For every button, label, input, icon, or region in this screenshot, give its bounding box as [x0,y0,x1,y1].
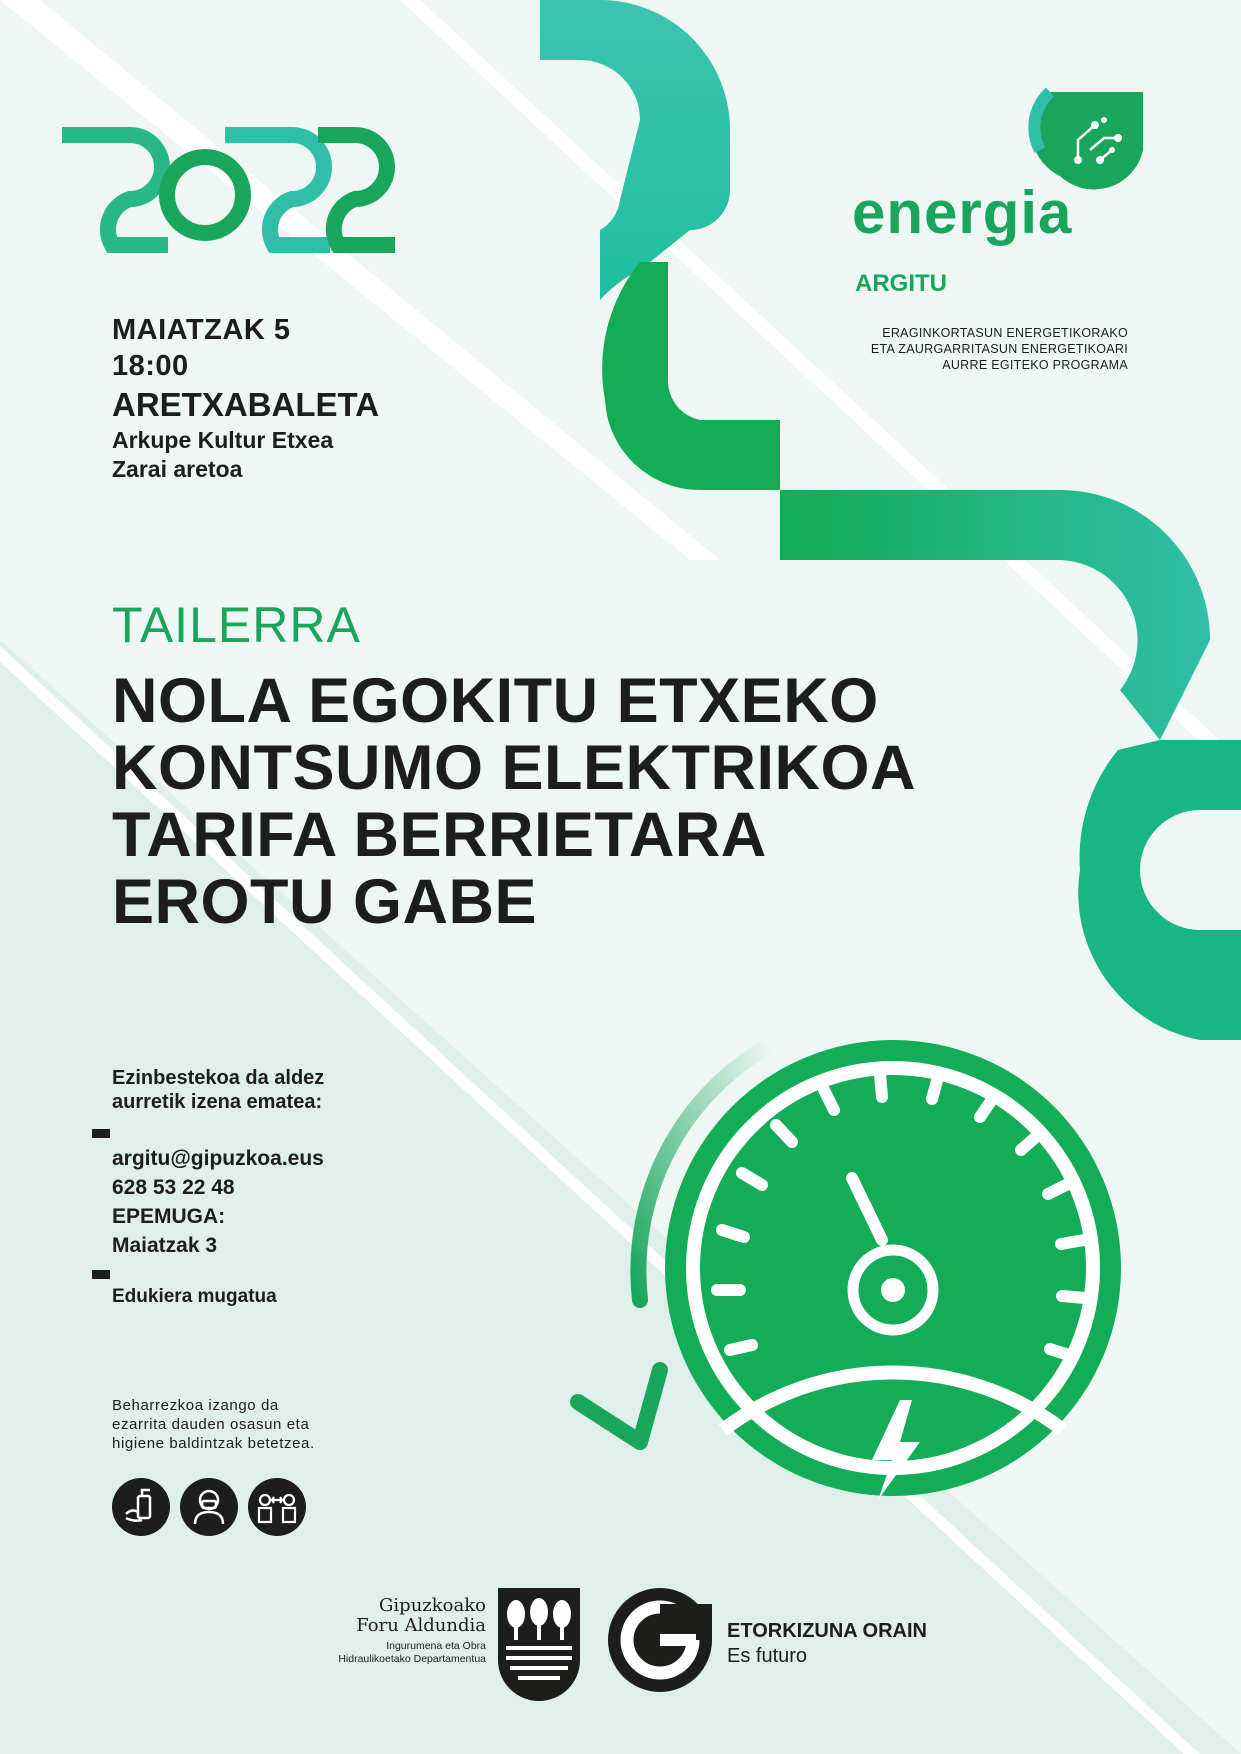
health-notice-line: higiene baldintzak betetzea. [112,1435,315,1452]
health-notice [112,1396,372,1453]
program-description-line: AURRE EGITEKO PROGRAMA [942,358,1128,372]
deadline-date: Maiatzak 3 [112,1234,218,1257]
gipuzkoa-shield-icon [498,1588,580,1701]
hand-sanitizer-icon [112,1478,170,1536]
event-venue: Arkupe Kultur Etxea [112,427,334,453]
program-description-line: ERAGINKORTASUN ENERGETIKORAKO [882,326,1128,340]
gfa-department [300,1640,486,1666]
program-description [800,325,1128,373]
event-room: Zarai aretoa [112,456,243,482]
workshop-title [112,668,1012,936]
registration-contact [112,1144,324,1260]
event-details [112,312,379,484]
registration-intro-line: Ezinbestekoa da aldez [112,1067,325,1089]
capacity-note: Edukiera mugatua [112,1286,277,1307]
gfa-department-line: Hidraulikoetako Departamentua [338,1653,486,1665]
workshop-title-line: TARIFA BERRIETARA [112,800,767,870]
social-distance-icon [248,1478,306,1536]
health-notice-line: ezarrita dauden osasun eta [112,1416,310,1433]
program-description-line: ETA ZAURGARRITASUN ENERGETIKOARI [870,342,1128,356]
gfa-name-line: Foru Aldundia [356,1615,486,1636]
gfa-name-line: Gipuzkoako [379,1595,486,1616]
brand-name: energia [852,179,1073,246]
registration-intro [112,1066,432,1114]
registration-intro-line: aurretik izena ematea: [112,1091,323,1113]
deadline-label: EPEMUGA: [112,1205,226,1228]
event-time: 18:00 [112,350,189,382]
separator-dash [92,1270,110,1279]
event-town: ARETXABALETA [112,386,380,423]
workshop-tag: TAILERRA [112,597,361,653]
energia-logo-icon [1031,92,1143,189]
program-name: ARGITU [855,270,947,297]
separator-dash [92,1129,110,1138]
gfa-name [330,1596,486,1636]
workshop-title-line: NOLA EGOKITU ETXEKO [112,666,879,736]
event-date: MAIATZAK 5 [112,314,291,346]
eo-subtitle: Es futuro [727,1645,808,1667]
health-notice-line: Beharrezkoa izango da [112,1397,279,1414]
gfa-department-line: Ingurumena eta Obra [386,1640,486,1652]
year-logo [62,135,395,245]
registration-email[interactable]: argitu@gipuzkoa.eus [112,1147,324,1170]
eo-title: ETORKIZUNA ORAIN [727,1620,927,1642]
workshop-title-line: EROTU GABE [112,867,538,937]
registration-phone[interactable]: 628 53 22 48 [112,1176,235,1199]
etorkizuna-orain-logo-icon [608,1588,712,1692]
workshop-title-line: KONTSUMO ELEKTRIKOA [112,733,916,803]
face-mask-icon [180,1478,238,1536]
